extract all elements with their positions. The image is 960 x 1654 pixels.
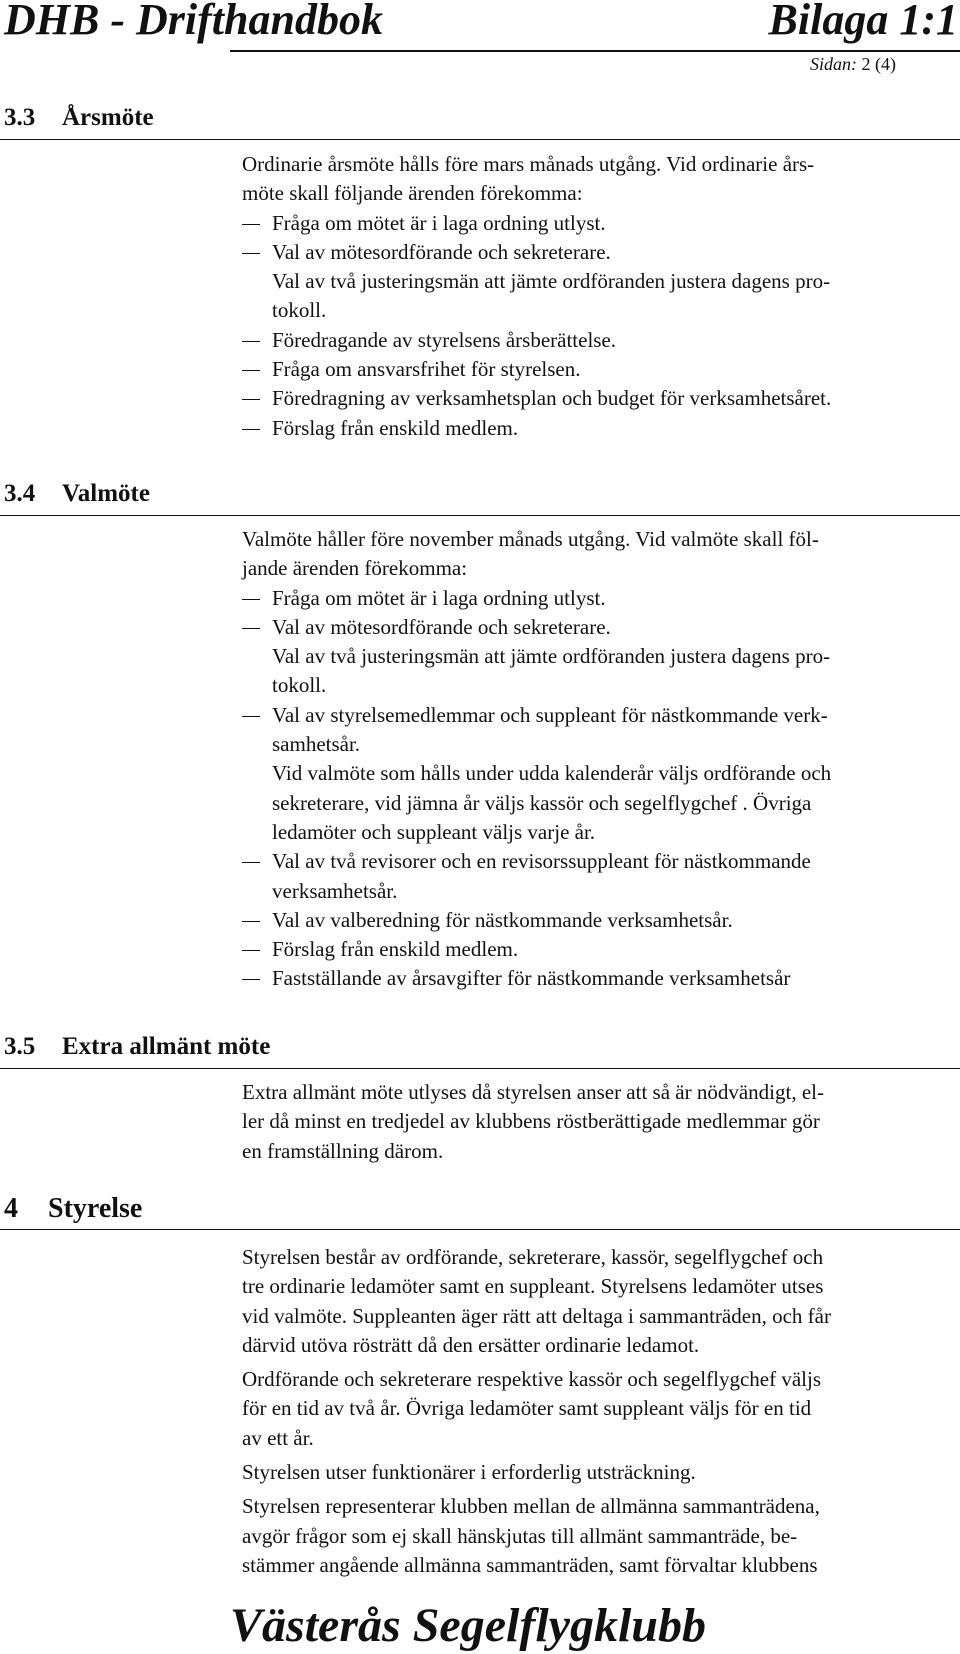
paragraph: Styrelsen består av ordförande, sekreterare, kassör, segelflygchef och tre ordinarie ledamöter samt en suppleant. Styrelsens ledamöter utses vid valmöte. Suppleanten äger rätt att deltaga i sammanträden, och får därvid utöva rösträtt då den ersätter ordinarie ledamot. [242,1245,831,1357]
list-item: ledamöter och suppleant väljs varje år. [272,819,596,844]
dash-bullet [242,599,260,600]
dash-bullet [242,921,260,922]
paragraph-line: möte skall följande ärenden förekomma: [242,181,583,206]
list-item: Val av mötesordförande och sekreterare. [242,238,952,267]
list-item: Val av valberedning för nästkommande verksamhetsår. [242,906,952,935]
list-item: Fråga om mötet är i laga ordning utlyst. [242,209,952,238]
section-title: Valmöte [62,480,150,507]
section-number: 4 [4,1193,18,1224]
section-heading-3-3 [4,104,154,132]
list-item: Föredragande av styrelsens årsberättelse. [242,326,952,355]
paragraph: Styrelsen utser funktionärer i erforderlig utsträckning. [242,1460,696,1485]
annex-label: Bilaga 1:1 [768,0,958,44]
section-title: Extra allmänt möte [62,1033,271,1060]
paragraph-line: Ordinarie årsmöte hålls före mars månads utgång. Vid ordinarie års- [242,152,815,176]
club-name-footer: Västerås Segelflygklubb [230,1599,706,1652]
dash-bullet [242,716,260,717]
page-number-value: 2 (4) [861,54,896,74]
section-heading-4 [4,1193,142,1225]
agenda-list [242,584,952,994]
list-item: Föredragning av verksamhetsplan och budget för verksamhetsåret. [242,384,952,413]
dash-bullet [242,979,260,980]
dash-bullet [242,399,260,400]
paragraph-line: Valmöte håller före november månads utgång. Vid valmöte skall föl- [242,527,819,551]
paragraph: Styrelsen representerar klubben mellan de allmänna sammanträdena, avgör frågor som ej skall hänskjutas till allmänt sammanträde, be- stämmer angående allmänna sammanträden, samt förvaltar klubbens [242,1494,820,1577]
document-title: DHB - Drifthandbok [4,0,383,44]
page-number-label: Sidan: [810,54,857,74]
section-rule [0,139,960,140]
section-number: 3.5 [4,1033,36,1060]
paragraph-line: Extra allmänt möte utlyses då styrelsen anser att så är nödvändigt, el- [242,1080,824,1104]
paragraph-line: ler då minst en tredjedel av klubbens röstberättigade medlemmar gör [242,1109,820,1134]
paragraph-line: en framställning därom. [242,1138,444,1163]
section-heading-3-5 [4,1033,270,1061]
list-item: samhetsår. [272,732,361,757]
dash-bullet [242,429,260,430]
list-item: Fråga om ansvarsfrihet för styrelsen. [242,355,952,384]
paragraph: Ordförande och sekreterare respektive kassör och segelflygchef väljs för en tid av två år. Övriga ledamöter samt suppleant väljs för en tid av ett år. [242,1367,821,1450]
dash-bullet [242,862,260,863]
section-number: 3.4 [4,480,36,507]
paragraph-line: jande ärenden förekomma: [242,556,468,581]
header-rule [230,50,960,52]
list-item: Fastställande av årsavgifter för nästkommande verksamhetsår [242,964,952,993]
dash-bullet [242,341,260,342]
section-title: Årsmöte [62,104,154,131]
list-item: sekreterare, vid jämna år väljs kassör och segelflygchef . Övriga [272,790,812,815]
section-body-3-4 [242,525,952,994]
section-number: 3.3 [4,104,36,131]
section-body-3-5 [242,1078,952,1166]
dash-bullet [242,224,260,225]
agenda-list [242,209,952,443]
dash-bullet [242,950,260,951]
dash-bullet [242,370,260,371]
list-item: Vid valmöte som hålls under udda kalenderår väljs ordförande och [272,761,832,786]
section-rule [0,1229,960,1230]
list-item: tokoll. [272,673,327,698]
list-item: Val av två revisorer och en revisorssuppleant för nästkommande [242,847,952,876]
list-item: Fråga om mötet är i laga ordning utlyst. [242,584,952,613]
page-number [810,54,896,75]
section-heading-3-4 [4,480,150,508]
section-body-3-3 [242,150,952,443]
list-item: Val av två justeringsmän att jämte ordföranden justera dagens pro- [272,269,831,294]
list-item: Förslag från enskild medlem. [242,414,952,443]
page-header [0,0,960,52]
section-rule [0,515,960,516]
list-item: Val av två justeringsmän att jämte ordföranden justera dagens pro- [272,644,831,669]
list-item: verksamhetsår. [272,878,398,903]
section-title: Styrelse [48,1193,143,1224]
list-item: tokoll. [272,298,327,323]
list-item: Förslag från enskild medlem. [242,935,952,964]
list-item: Val av mötesordförande och sekreterare. [242,613,952,642]
dash-bullet [242,628,260,629]
dash-bullet [242,253,260,254]
section-body-4 [242,1243,952,1580]
list-item: Val av styrelsemedlemmar och suppleant för nästkommande verk- [242,701,952,730]
section-rule [0,1068,960,1069]
